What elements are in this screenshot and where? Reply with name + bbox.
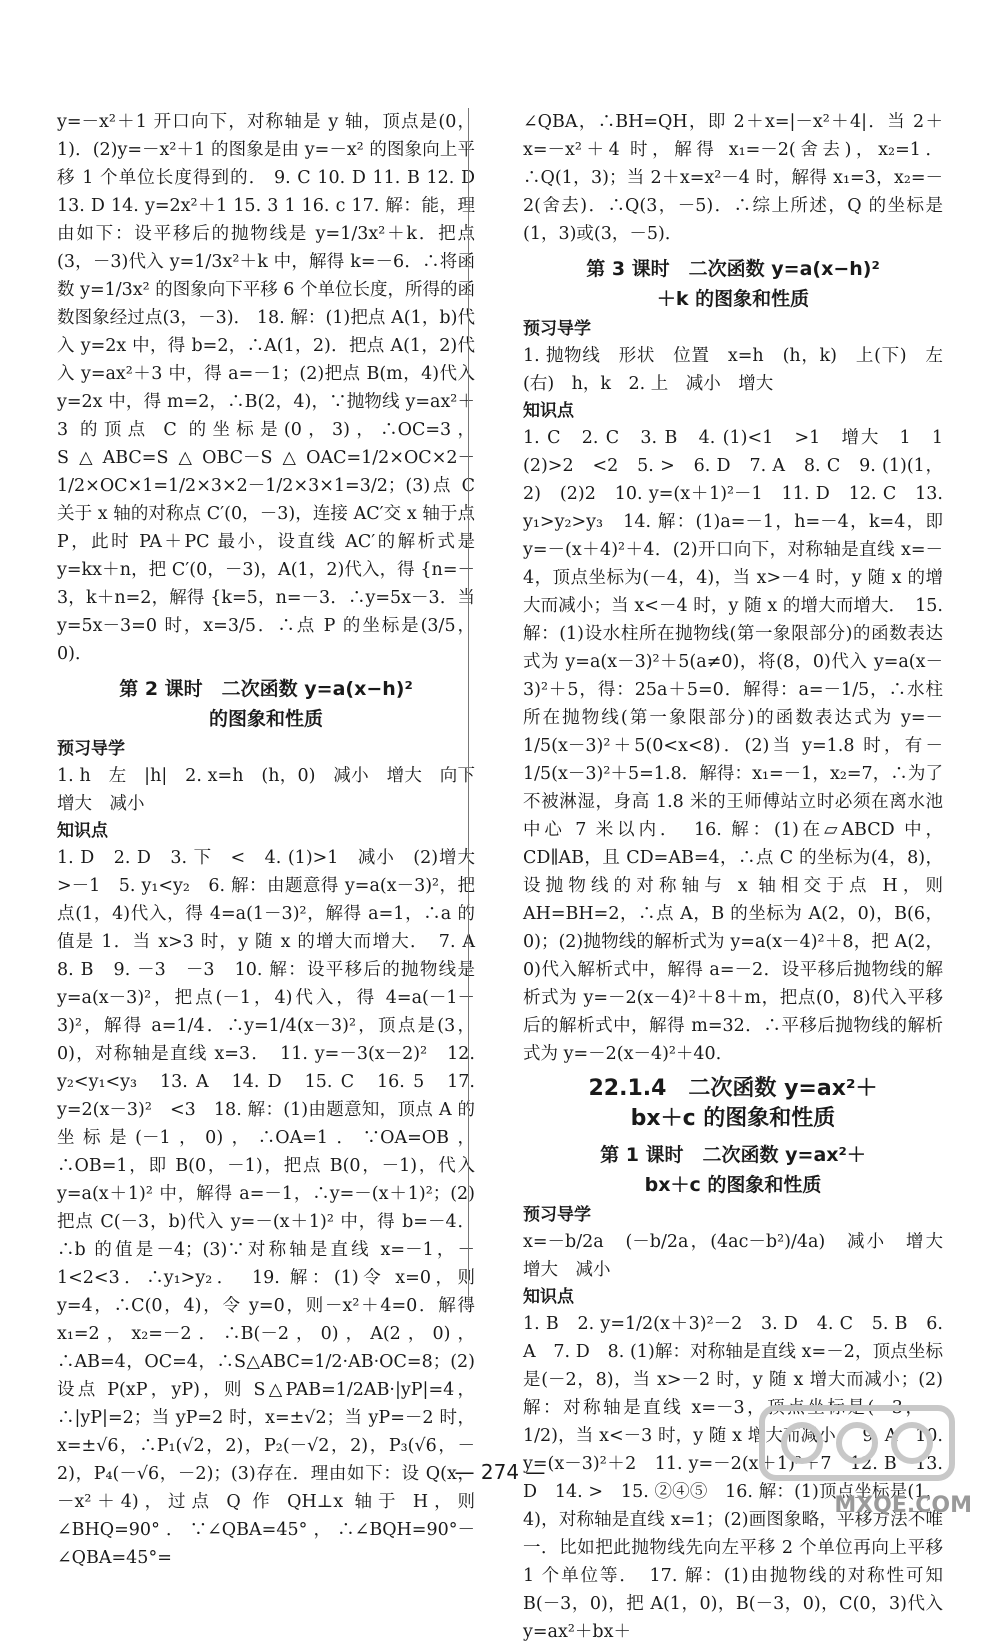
lesson-2-title [57, 674, 475, 734]
lesson-2-title-line1: 第 2 课时 二次函数 y=a(x−h)² [119, 678, 413, 700]
section-title-line1: 22.1.4 二次函数 y=ax²＋ [588, 1076, 878, 1101]
watermark-logo [742, 1398, 972, 1518]
lesson-1-title-line2: bx＋c 的图象和性质 [644, 1174, 822, 1196]
left-column [57, 108, 493, 1572]
right-answers-3: 1. B 2. y=1/2(x＋3)²－2 3. D 4. C 5. B 6. A 7. D 8. (1)解：对称轴是直线 x=－2，顶点坐标是(－2，8)，当 x>－2 时，y 随 x 增大而减小；(2)解：对称轴是直线 x=－3，顶点坐标是(－3，－1/2)，当 x<－3 时，y 随 x 增大而减小． 9. A 10. y=(x－3)²＋2 11. y=－2(x＋1)²＋7 12. B 13. D 14. > 15. ②④⑤ 16. 解：(1)顶点坐标是(1，4)，对称轴是直线 x=1；(2)画图象略，平移方法不唯一．比如把此抛物线先向左平移 2 个单位再向上平移 1 个单位等． 17. 解：(1)由抛物线的对称性可知 B(－3，0)，把 A(1，0)，B(－3，0)，C(0，3)代入 y=ax²＋bx＋ [523, 1314, 943, 1642]
right-preview-answers-2: x=－b/2a (－b/2a，(4ac－b²)/4a) 减小 增大 增大 减小 [523, 1232, 961, 1280]
lesson-2-title-line2: 的图象和性质 [208, 708, 323, 730]
lesson-3-title-line1: 第 3 课时 二次函数 y=a(x−h)² [586, 258, 880, 280]
preview-label: 预习导学 [57, 739, 125, 759]
lesson-1-title [523, 1140, 943, 1200]
left-answers-1: y=－x²＋1 开口向下，对称轴是 y 轴，顶点是(0，1)．(2)y=－x²＋1 的图象是由 y=－x² 的图象向上平移 1 个单位长度得到的． 9. C 10. D 11. B 12. D 13. D 14. y=2x²＋1 15. 3 1 16. c 17. 解：能，理由如下：设平移后的抛物线是 y=1/3x²＋k．把点(3，－3)代入 y=1/3x²＋k 中，解得 k=－6．∴将函数 y=1/3x² 的图象向下平移 6 个单位长度，所得的函数图象经过点(3，－3)． 18. 解：(1)把点 A(1，b)代入 y=2x 中，得 b=2，∴A(1，2)．把点 A(1，2)代入 y=ax²＋3 中，得 a=－1；(2)把点 B(m，4)代入 y=2x 中，得 m=2，∴B(2，4)，∵抛物线 y=ax²＋3 的顶点 C 的坐标是(0，3)，∴OC=3，S△ABC=S△OBC－S△OAC=1/2×OC×2－1/2×OC×1=1/2×3×2－1/2×3×1=3/2；(3)点 C 关于 x 轴的对称点 C′(0，－3)，连接 AC′交 x 轴于点 P，此时 PA＋PC 最小，设直线 AC′的解析式是 y=kx＋n，把 C′(0，－3)，A(1，2)代入，得 {n=－3，k＋n=2，解得 {k=5，n=－3．∴y=5x－3．当 y=5x－3=0 时，x=3/5．∴点 P 的坐标是(3/5，0)． [57, 112, 475, 664]
preview-label: 预习导学 [523, 1205, 591, 1225]
right-preview-answers: 1. 抛物线 形状 位置 x=h (h，k) 上(下) 左(右) h，k 2. 上 减小 增大 [523, 346, 943, 394]
column-divider [468, 108, 469, 1308]
page-number: — 274 — [454, 1460, 546, 1484]
right-answers-1: ∠QBA，∴BH=QH，即 2＋x=|－x²＋4|．当 2＋x=－x²＋4 时，解得 x₁=－2(舍去)，x₂=1．∴Q(1，3)；当 2＋x=x²－4 时，解得 x₁=3，x₂=－2(舍去)．∴Q(3，－5)．∴综上所述，Q 的坐标是(1，3)或(3，－5)． [523, 112, 943, 244]
lesson-1-title-line1: 第 1 课时 二次函数 y=ax²＋ [600, 1144, 866, 1166]
lesson-3-title [523, 254, 943, 314]
right-answers-2: 1. C 2. C 3. B 4. (1)<1 >1 增大 1 1 (2)>2 <2 5. > 6. D 7. A 8. C 9. (1)(1，2) (2)2 10. y=(x＋1)²－1 11. D 12. C 13. y₁>y₂>y₃ 14. 解：(1)a=－1，h=－4，k=4，即 y=－(x＋4)²＋4．(2)开口向下，对称轴是直线 x=－4，顶点坐标为(－4，4)，当 x>－4 时，y 随 x 的增大而减小；当 x<－4 时，y 随 x 的增大而增大． 15. 解：(1)设水柱所在抛物线(第一象限部分)的函数表达式为 y=a(x－3)²＋5(a≠0)，将(8，0)代入 y=a(x－3)²＋5，得：25a＋5=0．解得：a=－1/5，∴水柱所在抛物线(第一象限部分)的函数表达式为 y=－1/5(x－3)²＋5(0<x<8)．(2)当 y=1.8 时，有－1/5(x－3)²＋5=1.8．解得：x₁=－1，x₂=7，∴为了不被淋湿，身高 1.8 米的王师傅站立时必须在离水池中心 7 米以内． 16. 解：(1)在▱ABCD 中，CD∥AB，且 CD=AB=4，∴点 C 的坐标为(4，8)，设抛物线的对称轴与 x 轴相交于点 H，则 AH=BH=2，∴点 A，B 的坐标为 A(2，0)，B(6，0)；(2)抛物线的解析式为 y=a(x－4)²＋8，把 A(2，0)代入解析式中，解得 a=－2．设平移后抛物线的解析式为 y=－2(x－4)²＋8＋m，把点(0，8)代入平移后的解析式中，解得 m=32．∴平移后抛物线的解析式为 y=－2(x－4)²＋40． [523, 428, 961, 1064]
knowledge-points-label: 知识点 [523, 401, 574, 421]
knowledge-points-label: 知识点 [57, 821, 108, 841]
left-preview-answers: 1. h 左 |h| 2. x=h (h，0) 减小 增大 向下 增大 减小 [57, 766, 493, 814]
knowledge-points-label: 知识点 [523, 1287, 574, 1307]
preview-label: 预习导学 [523, 319, 591, 339]
watermark-text: MXQE.COM [834, 1493, 972, 1518]
section-title-line2: bx＋c 的图象和性质 [630, 1106, 836, 1131]
lesson-3-title-line2: ＋k 的图象和性质 [656, 288, 810, 310]
section-22-1-4-title [523, 1074, 943, 1134]
left-answers-2: 1. D 2. D 3. 下 < 4. (1)>1 减小 (2)增大 >－1 5. y₁<y₂ 6. 解：由题意得 y=a(x－3)²，把点(1，4)代入，得 4=a(1－3)²，解得 a=1，∴a 的值是 1．当 x>3 时，y 随 x 的增大而增大． 7. A 8. B 9. －3 －3 10. 解：设平移后的抛物线是 y=a(x－3)²，把点(－1，4)代入，得 4=a(－1－3)²，解得 a=1/4．∴y=1/4(x－3)²，顶点是(3，0)，对称轴是直线 x=3． 11. y=－3(x－2)² 12. y₂<y₁<y₃ 13. A 14. D 15. C 16. 5 17. y=2(x－3)² <3 18. 解：(1)由题意知，顶点 A 的坐标是(－1，0)，∴OA=1．∵OA=OB，∴OB=1，即 B(0，－1)，把点 B(0，－1)，代入 y=a(x＋1)² 中，解得 a=－1，∴y=－(x＋1)²；(2)把点 C(－3，b)代入 y=－(x＋1)² 中，得 b=－4．∴b 的值是－4；(3)∵对称轴是直线 x=－1，－1<2<3．∴y₁>y₂． 19. 解：(1)令 x=0，则 y=4，∴C(0，4)，令 y=0，则－x²＋4=0．解得 x₁=2，x₂=－2．∴B(－2，0)，A(2，0)，∴AB=4，OC=4，∴S△ABC=1/2·AB·OC=8；(2)设点 P(xP，yP)，则 S△PAB=1/2AB·|yP|=4，∴|yP|=2；当 yP=2 时，x=±√2；当 yP=－2 时，x=±√6，∴P₁(√2，2)，P₂(－√2，2)，P₃(√6，－2)，P₄(－√6，－2)；(3)存在．理由如下：设 Q(x，－x²＋4)，过点 Q 作 QH⊥x 轴于 H，则∠BHQ=90°．∵∠QBA=45°，∴∠BQH=90°－∠QBA=45°= [57, 848, 493, 1568]
